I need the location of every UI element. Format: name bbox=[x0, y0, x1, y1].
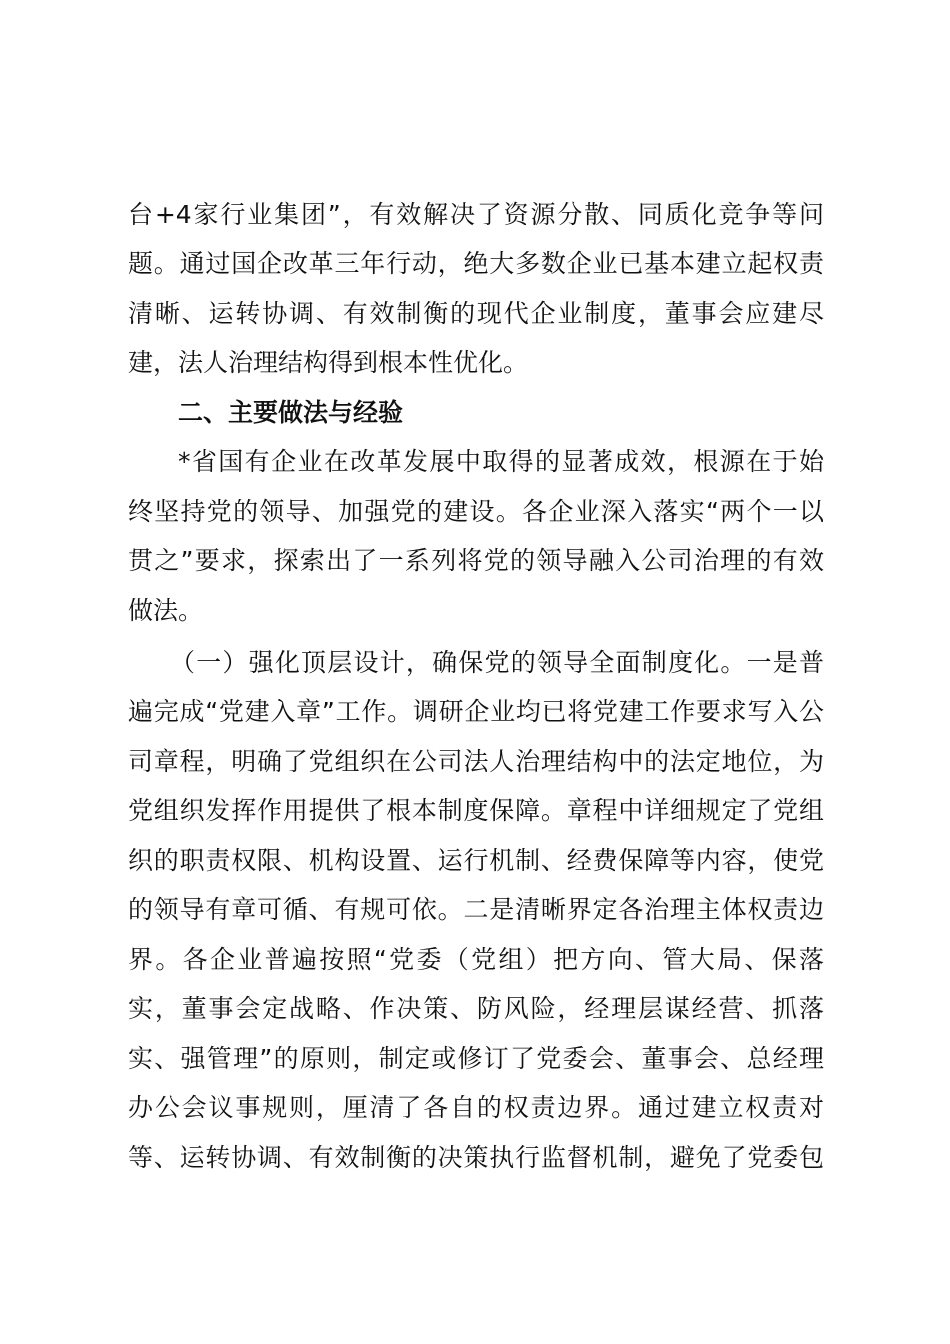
paragraph-line: 等、运转协调、有效制衡的决策执行监督机制，避免了党委包 bbox=[128, 1143, 824, 1172]
paragraph-line: 办公会议事规则，厘清了各自的权责边界。通过建立权责对 bbox=[128, 1093, 824, 1122]
section-heading: 二、主要做法与经验 bbox=[178, 398, 404, 427]
paragraph-line: 实，董事会定战略、作决策、防风险，经理层谋经营、抓落 bbox=[128, 994, 824, 1023]
paragraph-line: 界。各企业普遍按照“党委（党组）把方向、管大局、保落 bbox=[128, 945, 824, 974]
paragraph-line: 建，法人治理结构得到根本性优化。 bbox=[128, 348, 529, 377]
paragraph-line: （一）强化顶层设计，确保党的领导全面制度化。一是普 bbox=[170, 648, 824, 677]
paragraph-line: 司章程，明确了党组织在公司法人治理结构中的法定地位，为 bbox=[128, 747, 824, 776]
paragraph-line: 遍完成“党建入章”工作。调研企业均已将党建工作要求写入公 bbox=[128, 697, 824, 726]
paragraph-line: *省国有企业在改革发展中取得的显著成效，根源在于始 bbox=[178, 447, 824, 476]
paragraph-line: 实、强管理”的原则，制定或修订了党委会、董事会、总经理 bbox=[128, 1044, 824, 1073]
paragraph-line: 贯之”要求，探索出了一系列将党的领导融入公司治理的有效 bbox=[128, 546, 824, 575]
paragraph-line: 党组织发挥作用提供了根本制度保障。章程中详细规定了党组 bbox=[128, 796, 824, 825]
paragraph-line: 台+4家行业集团”，有效解决了资源分散、同质化竞争等问 bbox=[128, 200, 824, 229]
paragraph-line: 清晰、运转协调、有效制衡的现代企业制度，董事会应建尽 bbox=[128, 299, 824, 328]
paragraph-line: 的领导有章可循、有规可依。二是清晰界定各治理主体权责边 bbox=[128, 895, 824, 924]
paragraph-line: 做法。 bbox=[128, 596, 204, 625]
paragraph-line: 题。通过国企改革三年行动，绝大多数企业已基本建立起权责 bbox=[128, 249, 824, 278]
paragraph-line: 织的职责权限、机构设置、运行机制、经费保障等内容，使党 bbox=[128, 846, 824, 875]
paragraph-line: 终坚持党的领导、加强党的建设。各企业深入落实“两个一以 bbox=[128, 497, 824, 526]
